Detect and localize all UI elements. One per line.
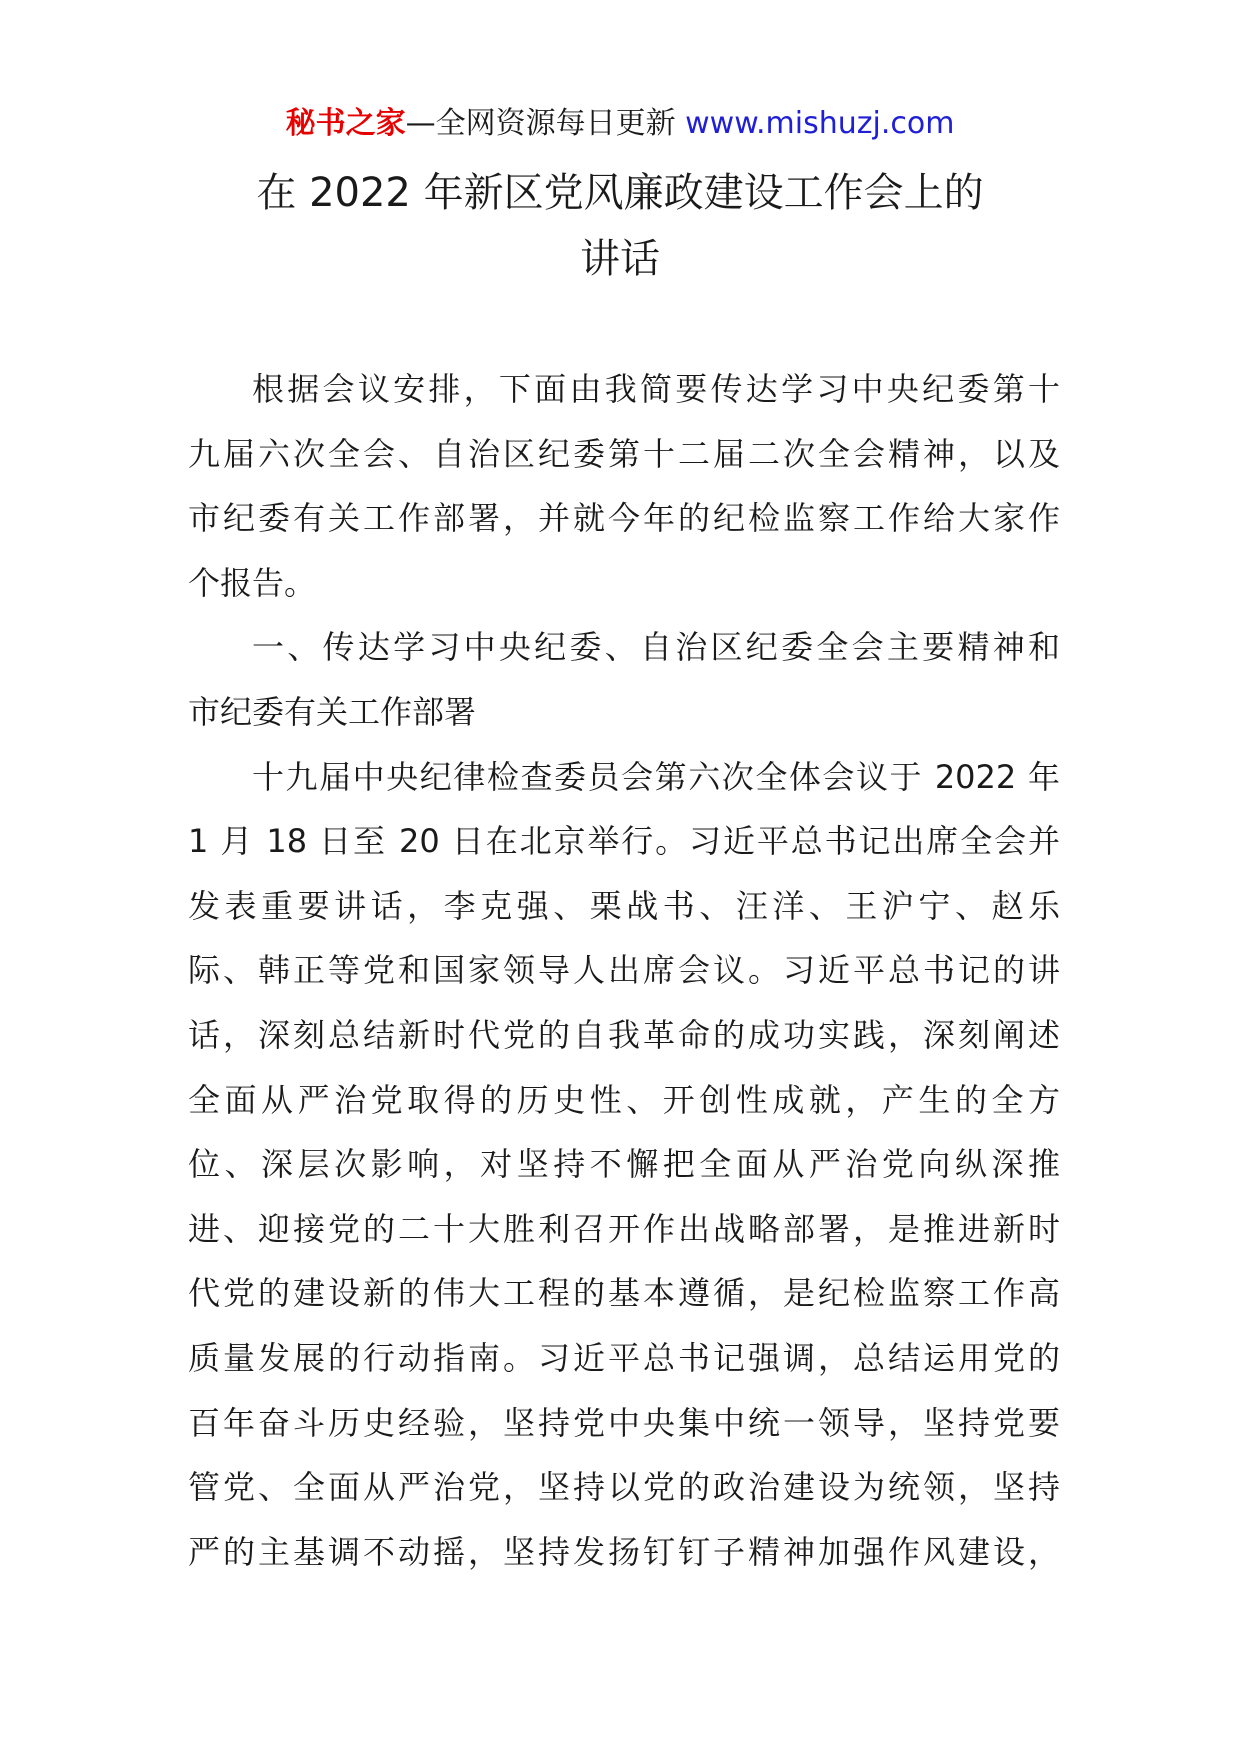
document-title: [150, 160, 1090, 292]
paragraph-line: 进、迎接党的二十大胜利召开作出战略部署，是推进新时: [188, 1209, 1060, 1248]
site-header: [0, 100, 1240, 148]
paragraph-line: 位、深层次影响，对坚持不懈把全面从严治党向纵深推: [188, 1145, 1060, 1184]
paragraph-line: 严的主基调不动摇，坚持发扬钉钉子精神加强作风建设，: [188, 1532, 1060, 1571]
paragraph-line: 全面从严治党取得的历史性、开创性成就，产生的全方: [188, 1080, 1060, 1119]
paragraph-line: 质量发展的行动指南。习近平总书记强调，总结运用党的: [188, 1338, 1060, 1377]
paragraph-line: 市纪委有关工作部署，并就今年的纪检监察工作给大家作: [188, 499, 1060, 538]
paragraph-line: 发表重要讲话，李克强、栗战书、汪洋、王沪宁、赵乐: [188, 886, 1060, 925]
title-line: 在 2022 年新区党风廉政建设工作会上的: [256, 170, 984, 216]
section-heading-line: 一、传达学习中央纪委、自治区纪委全会主要精神和: [252, 628, 1060, 667]
paragraph-line: 九届六次全会、自治区纪委第十二届二次全会精神，以及: [188, 434, 1060, 473]
paragraph-line: 个报告。: [188, 563, 317, 602]
paragraph-line: 话，深刻总结新时代党的自我革命的成功实践，深刻阐述: [188, 1015, 1060, 1054]
paragraph-line: 管党、全面从严治党，坚持以党的政治建设为统领，坚持: [188, 1468, 1060, 1507]
paragraph-line: 际、韩正等党和国家领导人出席会议。习近平总书记的讲: [188, 951, 1060, 990]
paragraph-line: 十九届中央纪律检查委员会第六次全体会议于 2022 年: [252, 757, 1060, 796]
paragraph-line: 百年奋斗历史经验，坚持党中央集中统一领导，坚持党要: [188, 1403, 1060, 1442]
section-heading-line: 市纪委有关工作部署: [188, 692, 477, 731]
paragraph-line: 1 月 18 日至 20 日在北京举行。习近平总书记出席全会并: [188, 822, 1060, 861]
site-tagline: —全网资源每日更新: [405, 106, 686, 141]
paragraph-line: 代党的建设新的伟大工程的基本遵循，是纪检监察工作高: [188, 1274, 1060, 1313]
site-url[interactable]: www.mishuzj.com: [685, 106, 955, 141]
document-body: [188, 357, 1060, 1584]
title-line: 讲话: [580, 236, 660, 282]
paragraph-line: 根据会议安排，下面由我简要传达学习中央纪委第十: [252, 370, 1060, 408]
site-brand: 秘书之家: [285, 106, 406, 141]
